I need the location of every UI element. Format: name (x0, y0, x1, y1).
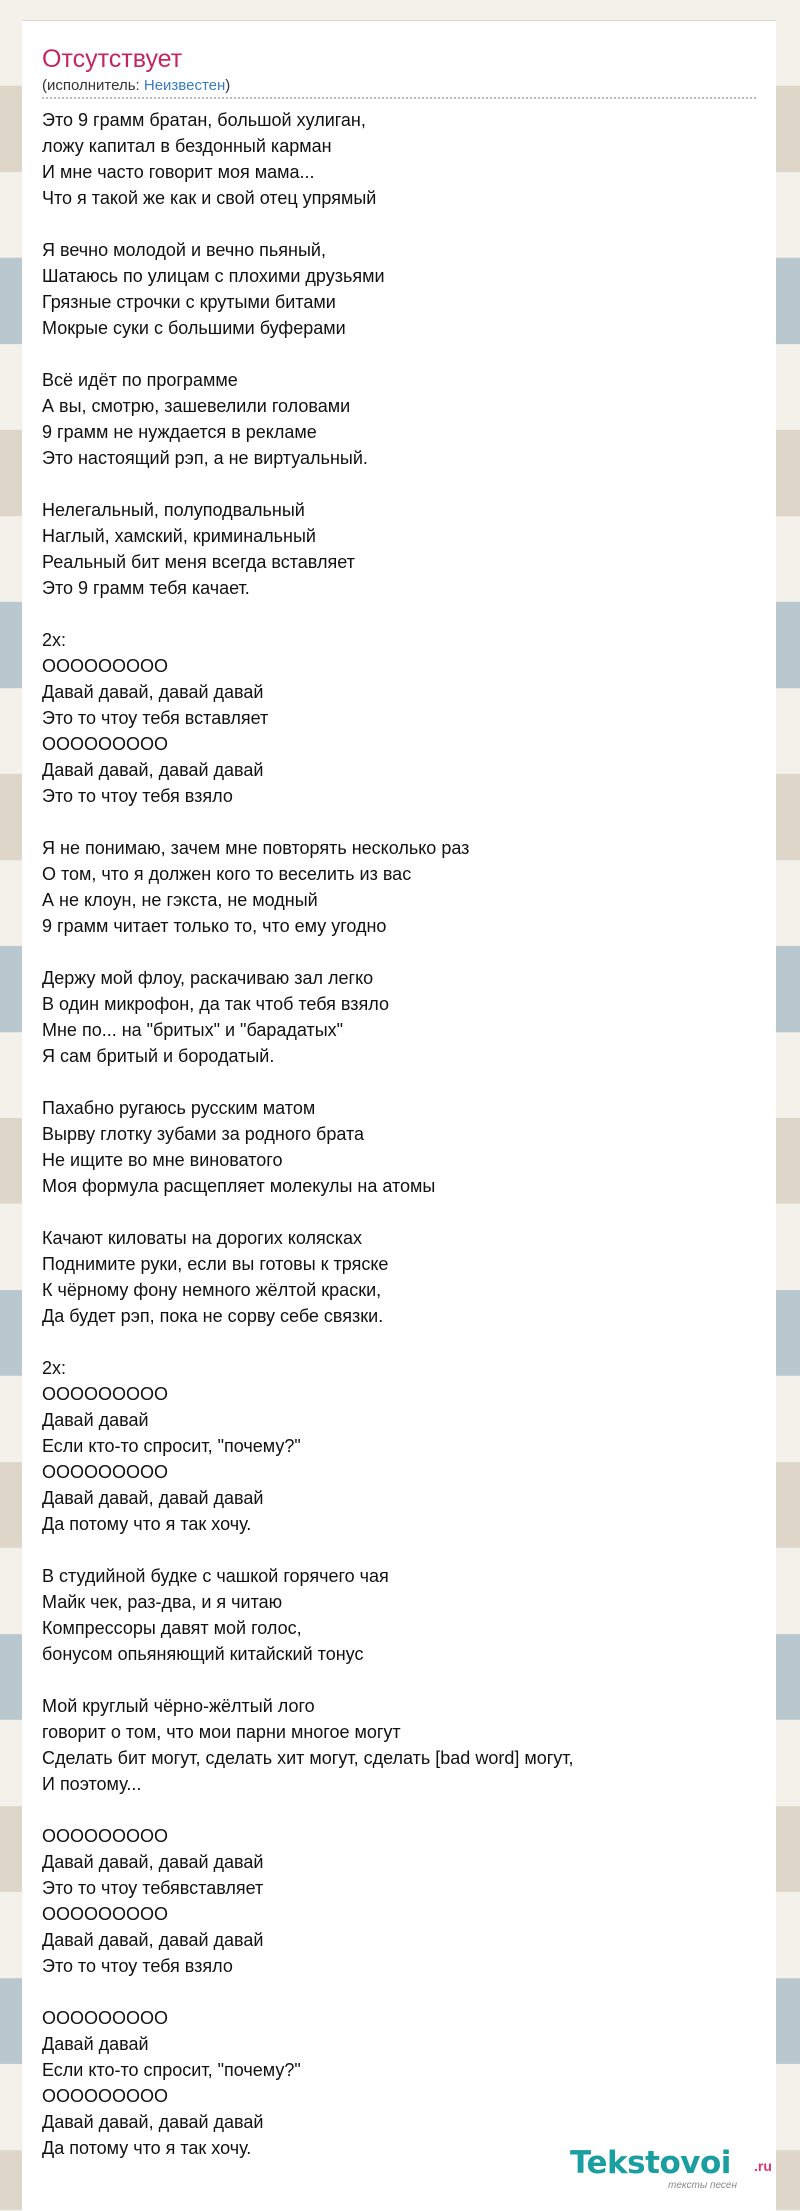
lyric-line: И мне часто говорит моя мама... (42, 162, 315, 182)
lyric-line: Это настоящий рэп, а не виртуальный. (42, 448, 368, 468)
site-logo[interactable] (570, 2145, 770, 2193)
lyric-line: Шатаюсь по улицам с плохими друзьями (42, 266, 385, 286)
artist-info (42, 77, 230, 94)
stanza-break (42, 1979, 762, 2005)
lyric-line: Мне по... на "бритых" и "барадатых" (42, 1020, 344, 1040)
artist-link[interactable]: Неизвестен (143, 77, 226, 94)
lyric-line: говорит о том, что мои парни многое могут (42, 1722, 401, 1742)
lyric-line: Нелегальный, полуподвальный (42, 500, 305, 520)
lyric-line: Мокрые суки с большими буферами (42, 318, 346, 338)
stanza-break (42, 1797, 762, 1823)
lyric-line: Поднимите руки, если вы готовы к тряске (42, 1254, 389, 1274)
lyric-line: Если кто-то спросит, "почему?" (42, 2060, 301, 2080)
lyric-line: Это то чтоу тебявставляет (42, 1878, 264, 1898)
lyric-line: Да потому что я так хочу. (42, 1514, 252, 1534)
lyric-line: Давай давай, давай давай (42, 760, 264, 780)
stanza-break (42, 809, 762, 835)
stanza-break (42, 1069, 762, 1095)
lyric-line: Я вечно молодой и вечно пьяный, (42, 240, 326, 260)
lyric-line: Качают киловаты на дорогих колясках (42, 1228, 362, 1248)
lyric-line: Реальный бит меня всегда вставляет (42, 552, 355, 572)
lyric-line: ООООООООО (42, 2086, 169, 2106)
logo-tld: .ru (754, 2158, 772, 2174)
lyric-line: Давай давай, давай давай (42, 1488, 264, 1508)
stanza-break (42, 1329, 762, 1355)
song-title: Отсутствует (42, 45, 183, 73)
lyric-line: Моя формула расщепляет молекулы на атомы (42, 1176, 436, 1196)
lyric-line: ООООООООО (42, 1826, 169, 1846)
lyric-line: В один микрофон, да так чтоб тебя взяло (42, 994, 389, 1014)
lyric-line: Если кто-то спросит, "почему?" (42, 1436, 301, 1456)
lyric-line: И поэтому... (42, 1774, 142, 1794)
stanza-break (42, 211, 762, 237)
lyric-line: А вы, смотрю, зашевелили головами (42, 396, 351, 416)
lyric-line: Что я такой же как и свой отец упрямый (42, 188, 377, 208)
lyric-line: Да потому что я так хочу. (42, 2138, 252, 2158)
lyric-line: ООООООООО (42, 2008, 169, 2028)
stanza-break (42, 341, 762, 367)
lyric-line: ООООООООО (42, 1904, 169, 1924)
lyric-line: Держу мой флоу, раскачиваю зал легко (42, 968, 374, 988)
lyrics-text (42, 107, 762, 2161)
lyric-line: Давай давай (42, 2034, 149, 2054)
lyric-line: Вырву глотку зубами за родного брата (42, 1124, 365, 1144)
lyric-line: Это то чтоу тебя взяло (42, 786, 233, 806)
stanza-break (42, 1667, 762, 1693)
lyric-line: Это 9 грамм братан, большой хулиган, (42, 110, 366, 130)
artist-prefix: (исполнитель: (42, 77, 144, 94)
lyric-line: К чёрному фону немного жёлтой краски, (42, 1280, 382, 1300)
stanza-break (42, 1199, 762, 1225)
lyric-line: В студийной будке с чашкой горячего чая (42, 1566, 389, 1586)
lyric-line: Мой круглый чёрно-жёлтый лого (42, 1696, 315, 1716)
lyrics-page (22, 20, 776, 2211)
lyric-line: Сделать бит могут, сделать хит могут, сделать [bad word] могут, (42, 1748, 574, 1768)
lyric-line: ООООООООО (42, 1384, 169, 1404)
lyric-line: ООООООООО (42, 734, 169, 754)
stanza-break (42, 471, 762, 497)
lyric-line: Майк чек, раз-два, и я читаю (42, 1592, 283, 1612)
lyric-line: 2х: (42, 630, 67, 650)
lyric-line: Компрессоры давят мой голос, (42, 1618, 302, 1638)
lyric-line: Я не понимаю, зачем мне повторять несколько раз (42, 838, 470, 858)
lyric-line: 9 грамм не нуждается в рекламе (42, 422, 317, 442)
lyric-line: Давай давай, давай давай (42, 1852, 264, 1872)
dotted-divider (42, 97, 756, 99)
lyric-line: А не клоун, не гэкста, не модный (42, 890, 318, 910)
lyric-line: ООООООООО (42, 1462, 169, 1482)
stanza-break (42, 1537, 762, 1563)
lyric-line: Да будет рэп, пока не сорву себе связки. (42, 1306, 384, 1326)
lyric-line: Не ищите во мне виноватого (42, 1150, 283, 1170)
lyric-line: Давай давай, давай давай (42, 2112, 264, 2132)
lyric-line: Всё идёт по программе (42, 370, 238, 390)
lyric-line: Грязные строчки с крутыми битами (42, 292, 336, 312)
stanza-break (42, 939, 762, 965)
lyric-line: ложу капитал в бездонный карман (42, 136, 332, 156)
lyric-line: Давай давай, давай давай (42, 1930, 264, 1950)
lyric-line: ООООООООО (42, 656, 169, 676)
logo-name: Tekstovoi (570, 2145, 731, 2181)
stanza-break (42, 601, 762, 627)
lyric-line: Давай давай, давай давай (42, 682, 264, 702)
lyric-line: Это 9 грамм тебя качает. (42, 578, 250, 598)
lyric-line: Я сам бритый и бородатый. (42, 1046, 275, 1066)
lyric-line: Давай давай (42, 1410, 149, 1430)
lyric-line: 9 грамм читает только то, что ему угодно (42, 916, 387, 936)
artist-suffix: ) (225, 77, 231, 94)
lyric-line: 2х: (42, 1358, 67, 1378)
lyric-line: бонусом опьяняющий китайский тонус (42, 1644, 364, 1664)
lyric-line: О том, что я должен кого то веселить из вас (42, 864, 412, 884)
logo-tagline: тексты песен (668, 2180, 737, 2191)
lyric-line: Пахабно ругаюсь русским матом (42, 1098, 316, 1118)
lyric-line: Это то чтоу тебя вставляет (42, 708, 269, 728)
lyric-line: Наглый, хамский, криминальный (42, 526, 316, 546)
lyric-line: Это то чтоу тебя взяло (42, 1956, 233, 1976)
